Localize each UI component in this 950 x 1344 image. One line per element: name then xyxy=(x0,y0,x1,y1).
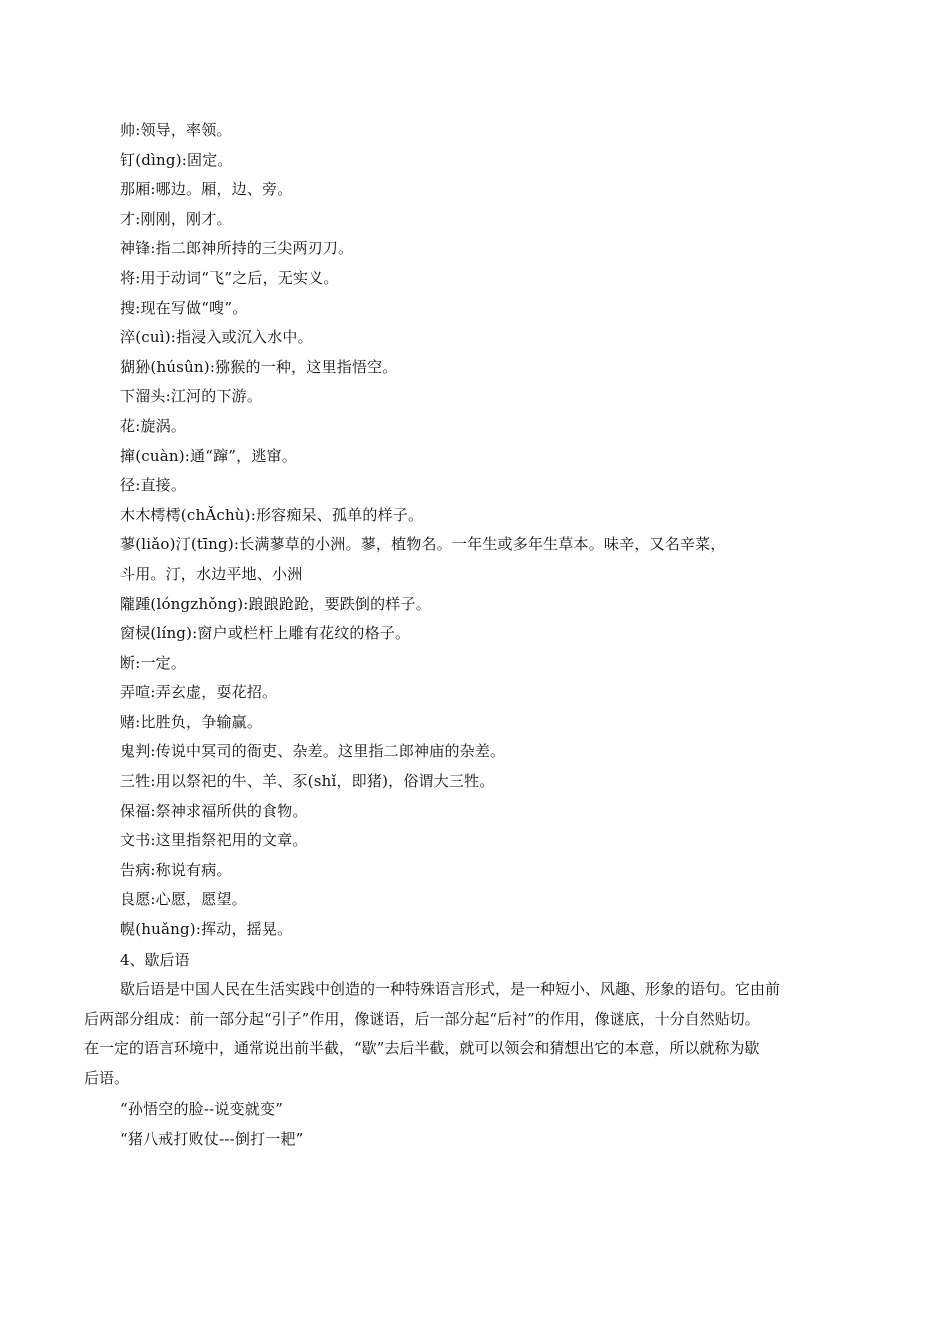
gloss-entry: 良愿:心愿，愿望。 xyxy=(120,890,247,909)
gloss-entry: 下溜头:江河的下游。 xyxy=(120,387,263,406)
gloss-entry: 隴踵(lóngzhǒng):踉踉跄跄，要跌倒的样子。 xyxy=(120,594,431,613)
gloss-entry: 三牲:用以祭祀的牛、羊、豕(shǐ，即猪)，俗谓大三牲。 xyxy=(120,772,495,791)
paragraph-line: 歇后语是中国人民在生活实践中创造的一种特殊语言形式，是一种短小、风趣、形象的语句。它由前 xyxy=(120,980,781,998)
gloss-entry: 帅:领导，率领。 xyxy=(120,121,232,139)
gloss-entry: 撺(cuàn):通“蹿”，逃窜。 xyxy=(120,446,297,465)
gloss-entry: 才:刚刚，刚才。 xyxy=(120,209,232,228)
gloss-entry: 搜:现在写做“嗖”。 xyxy=(120,298,248,317)
gloss-entry: 弄喧:弄玄虚，耍花招。 xyxy=(120,683,278,702)
paragraph-line: 在一定的语言环境中，通常说出前半截，“歇”去后半截，就可以领会和猜想出它的本意，所以就称为歇 xyxy=(84,1039,760,1057)
example-item: “猪八戒打败仗---倒打一耙” xyxy=(120,1130,304,1148)
glossary-list xyxy=(120,116,880,945)
section-heading: 4、歇后语 xyxy=(120,951,190,969)
paragraph-line: 后语。 xyxy=(84,1068,130,1087)
example-item: “孙悟空的脸--说变就变” xyxy=(120,1100,284,1118)
gloss-entry: 窗棂(líng):窗户或栏杆上雕有花纹的格子。 xyxy=(120,624,411,643)
gloss-entry: 文书:这里指祭祀用的文章。 xyxy=(120,831,308,850)
gloss-entry: 将:用于动词“飞”之后，无实义。 xyxy=(120,268,339,287)
gloss-entry: 径:直接。 xyxy=(120,476,187,495)
paragraph-line: 后两部分组成：前一部分起“引子”作用，像谜语，后一部分起“后衬”的作用，像谜底，十分自然贴切。 xyxy=(84,1009,760,1028)
gloss-entry: 猢狲(húsûn):猕猴的一种，这里指悟空。 xyxy=(120,357,398,376)
gloss-entry: 木木樗樗(chǍchù):形容痴呆、孤单的样子。 xyxy=(120,505,424,524)
example-list xyxy=(120,1094,304,1154)
gloss-entry: 那厢:哪边。厢，边、旁。 xyxy=(120,180,293,199)
gloss-entry: 蓼(liǎo)汀(tīng):长满蓼草的小洲。蓼，植物名。一年生或多年生草本。味辛，又名辛菜， xyxy=(120,535,726,554)
gloss-entry: 钉(dìng):固定。 xyxy=(120,150,233,169)
gloss-entry: 断:一定。 xyxy=(120,653,187,672)
gloss-entry: 保福:祭神求福所供的食物。 xyxy=(120,801,308,820)
gloss-entry: 幌(huǎng):挥动，摇晃。 xyxy=(120,920,293,939)
gloss-entry: 淬(cuì):指浸入或沉入水中。 xyxy=(120,328,313,347)
gloss-entry: 花:旋涡。 xyxy=(120,416,187,435)
gloss-entry: 赌:比胜负，争输赢。 xyxy=(120,712,263,731)
gloss-entry: 鬼判:传说中冥司的衙吏、杂差。这里指二郎神庙的杂差。 xyxy=(120,742,506,761)
gloss-entry: 神锋:指二郎神所持的三尖两刃刀。 xyxy=(120,239,354,258)
gloss-entry-continuation: 斗用。汀，水边平地、小洲 xyxy=(120,564,303,583)
xiehouyu-paragraph xyxy=(84,975,876,1093)
gloss-entry: 告病:称说有病。 xyxy=(120,860,232,879)
